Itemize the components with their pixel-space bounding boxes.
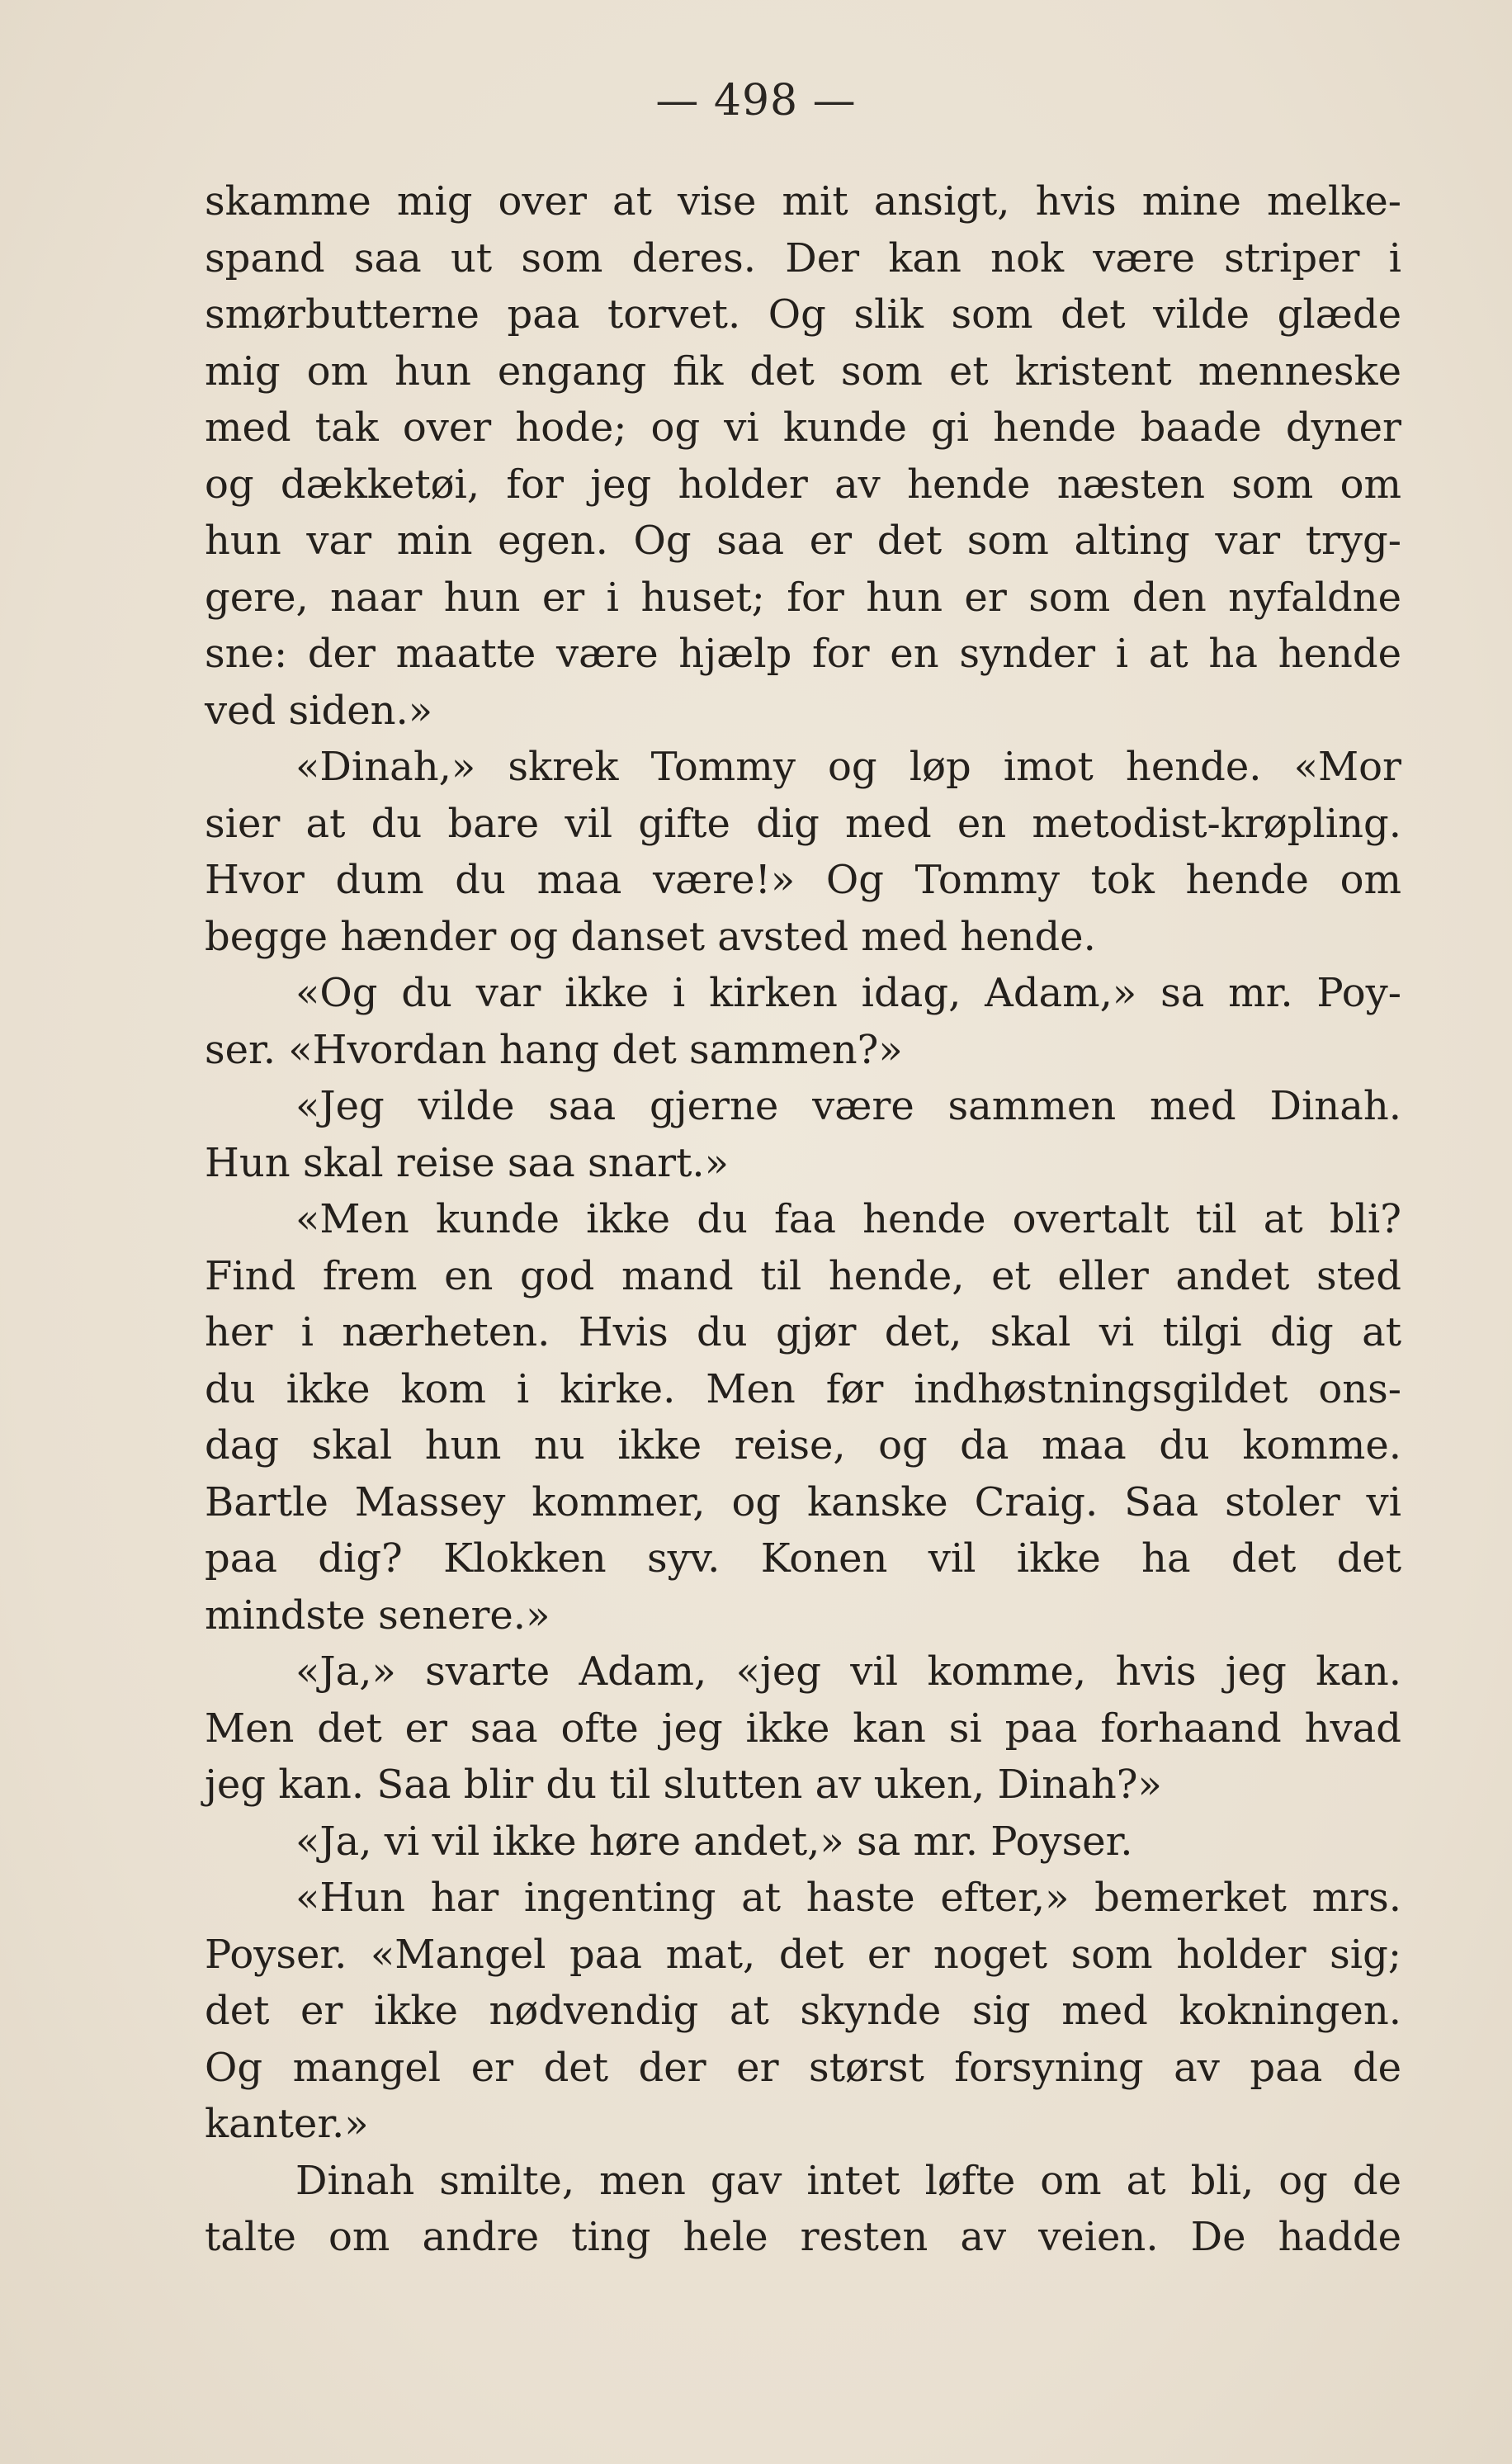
text-line: Bartle Massey kommer, og kanske Craig. Saa stoler vi <box>205 1478 1401 1525</box>
text-line: Dinah smilte, men gav intet løfte om at bli, og de <box>295 2157 1401 2204</box>
text-line: Find frem en god mand til hende, et eller andet sted <box>205 1252 1401 1299</box>
text-line: kanter.» <box>205 2101 369 2147</box>
text-line: «Jeg vilde saa gjerne være sammen med Dinah. <box>295 1083 1401 1129</box>
text-line: sier at du bare vil gifte dig med en metodist-krøpling. <box>205 800 1401 847</box>
text-line: «Ja, vi vil ikke høre andet,» sa mr. Poyser. <box>295 1818 1133 1865</box>
text-line: talte om andre ting hele resten av veien. De hadde <box>205 2214 1401 2260</box>
text-line: og dækketøi, for jeg holder av hende næsten som om <box>205 461 1401 508</box>
text-line: det er ikke nødvendig at skynde sig med kokningen. <box>205 1988 1401 2034</box>
text-line: paa dig? Klokken syv. Konen vil ikke ha det det <box>205 1535 1401 1582</box>
text-line: Hvor dum du maa være!» Og Tommy tok hende om <box>205 857 1401 903</box>
text-line: «Og du var ikke i kirken idag, Adam,» sa mr. Poy- <box>295 970 1401 1016</box>
text-line: sne: der maatte være hjælp for en synder i at ha hende <box>205 631 1401 677</box>
text-line: jeg kan. Saa blir du til slutten av uken, Dinah?» <box>205 1762 1162 1808</box>
text-line: med tak over hode; og vi kunde gi hende baade dyner <box>205 404 1401 451</box>
text-line: «Ja,» svarte Adam, «jeg vil komme, hvis jeg kan. <box>295 1648 1401 1695</box>
text-line: spand saa ut som deres. Der kan nok være striper i <box>205 234 1401 281</box>
text-line: Poyser. «Mangel paa mat, det er noget som holder sig; <box>205 1931 1401 1978</box>
text-line: du ikke kom i kirke. Men før indhøstningsgildet ons- <box>205 1365 1401 1412</box>
page-number: — 498 — <box>655 76 857 125</box>
text-line: «Dinah,» skrek Tommy og løp imot hende. «Mor <box>295 744 1401 790</box>
text-line: gere, naar hun er i huset; for hun er som den nyfaldne <box>205 574 1401 621</box>
text-line: Og mangel er det der er størst forsyning av paa de <box>205 2044 1401 2091</box>
text-line: mindste senere.» <box>205 1591 550 1639</box>
text-line: skamme mig over at vise mit ansigt, hvis mine melke- <box>205 178 1401 225</box>
body-text <box>205 173 1401 2266</box>
text-line: «Men kunde ikke du faa hende overtalt til at bli? <box>295 1196 1401 1242</box>
text-line: Hun skal reise saa snart.» <box>205 1139 730 1186</box>
text-line: Men det er saa ofte jeg ikke kan si paa forhaand hvad <box>205 1705 1401 1752</box>
text-line: mig om hun engang fik det som et kristent menneske <box>205 348 1401 395</box>
text-line: ser. «Hvordan hang det sammen?» <box>205 1026 903 1073</box>
text-line: begge hænder og danset avsted med hende. <box>205 913 1096 960</box>
text-line: hun var min egen. Og saa er det som alting var tryg- <box>205 518 1401 564</box>
text-line: ved siden.» <box>205 687 433 734</box>
text-line: dag skal hun nu ikke reise, og da maa du komme. <box>205 1422 1401 1468</box>
text-line: «Hun har ingenting at haste efter,» bemerket mrs. <box>295 1875 1401 1921</box>
text-line: her i nærheten. Hvis du gjør det, skal vi tilgi dig at <box>205 1309 1401 1355</box>
text-line: smørbutterne paa torvet. Og slik som det vilde glæde <box>205 291 1401 338</box>
